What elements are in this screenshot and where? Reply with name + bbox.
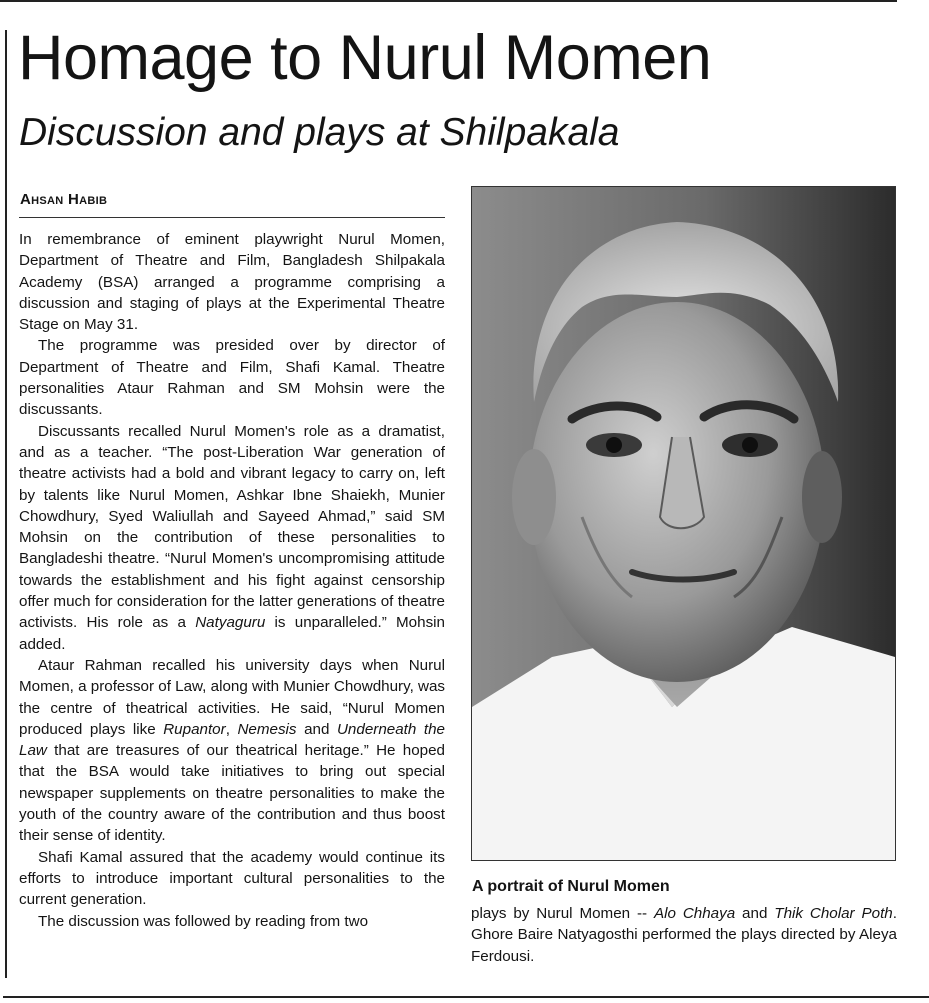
paragraph-2: The programme was presided over by director of Department of Theatre and Film, Shafi Kamal. Theatre personalities Ataur Rahman and SM Mohsin were the discussants. [19,337,445,419]
paragraph-3 [19,421,445,655]
top-rule [0,0,897,2]
play-title-nemesis: Nemesis [237,720,297,738]
paragraph-1: In remembrance of eminent playwright Nurul Momen, Department of Theatre and Film, Bangladesh Shilpakala Academy (BSA) arranged a programme comprising a discussion and staging of plays at the Experimental Theatre Stage on May 31. [19,231,445,334]
paragraph-7-text-a: plays by Nurul Momen -- [471,905,654,922]
paragraph-4 [19,655,445,847]
bottom-rule [3,996,929,998]
byline: Ahsan Habib [20,191,108,208]
photo-caption: A portrait of Nurul Momen [472,878,670,895]
play-title-alo-chhaya: Alo Chhaya [653,905,736,922]
paragraph-4-text-b: that are treasures of our theatrical heritage.” He hoped that the BSA would take initiatives to bring out special newspaper supplements on theatre personalities to make the youth of the country aware of the contribution and thus boost their sense of identity. [19,742,445,845]
article-body-continuation [471,903,897,967]
paragraph-6: The discussion was followed by reading from two [38,912,369,930]
subheadline: Discussion and plays at Shilpakala [19,111,620,154]
paragraph-4-text-a: Ataur Rahman recalled his university days when Nurul Momen, a professor of Law, along with Munier Chowdhury, was the centre of theatrical activities. He said, “Nurul Momen produced plays like [19,656,446,738]
natyaguru-term: Natyaguru [195,614,266,632]
paragraph-7-sep: and [735,905,775,922]
article-body-left-column [19,229,445,932]
portrait-photo [471,186,896,861]
left-column-rule [5,30,7,978]
paragraph-5: Shafi Kamal assured that the academy would continue its efforts to introduce important cultural personalities to the current generation. [19,848,445,909]
portrait-illustration [472,187,895,860]
play-title-thik-cholar-poth: Thik Cholar Poth [774,905,893,922]
byline-rule [19,217,445,218]
paragraph-7 [471,903,897,967]
paragraph-3-text-b: is unparalleled.” Mohsin added. [19,614,445,653]
paragraph-7-text-b: . Ghore Baire Natyagosthi performed the plays directed by Aleya Ferdousi. [471,905,897,965]
paragraph-3-text-a: Discussants recalled Nurul Momen's role as a dramatist, and as a teacher. “The post-Liberation War generation of theatre activists had a bold and vibrant legacy to carry on, left by talents like Nurul Momen, Ashkar Ibne Shaiekh, Munier Chowdhury, Syed Waliullah and Sayeed Ahmad,” said SM Mohsin on the contribution of these personalities to Bangladeshi theatre. “Nurul Momen's uncompromising attitude towards the establishment and his fight against censorship offer much for consideration for the latter generations of theatre activists. His role as a [19,422,445,632]
headline: Homage to Nurul Momen [18,23,712,93]
paragraph-4-sep-2: and [296,720,337,738]
play-title-underneath-the-law: Underneath the Law [19,720,445,760]
play-title-rupantor: Rupantor [163,720,226,738]
paragraph-4-sep-1: , [225,720,238,738]
